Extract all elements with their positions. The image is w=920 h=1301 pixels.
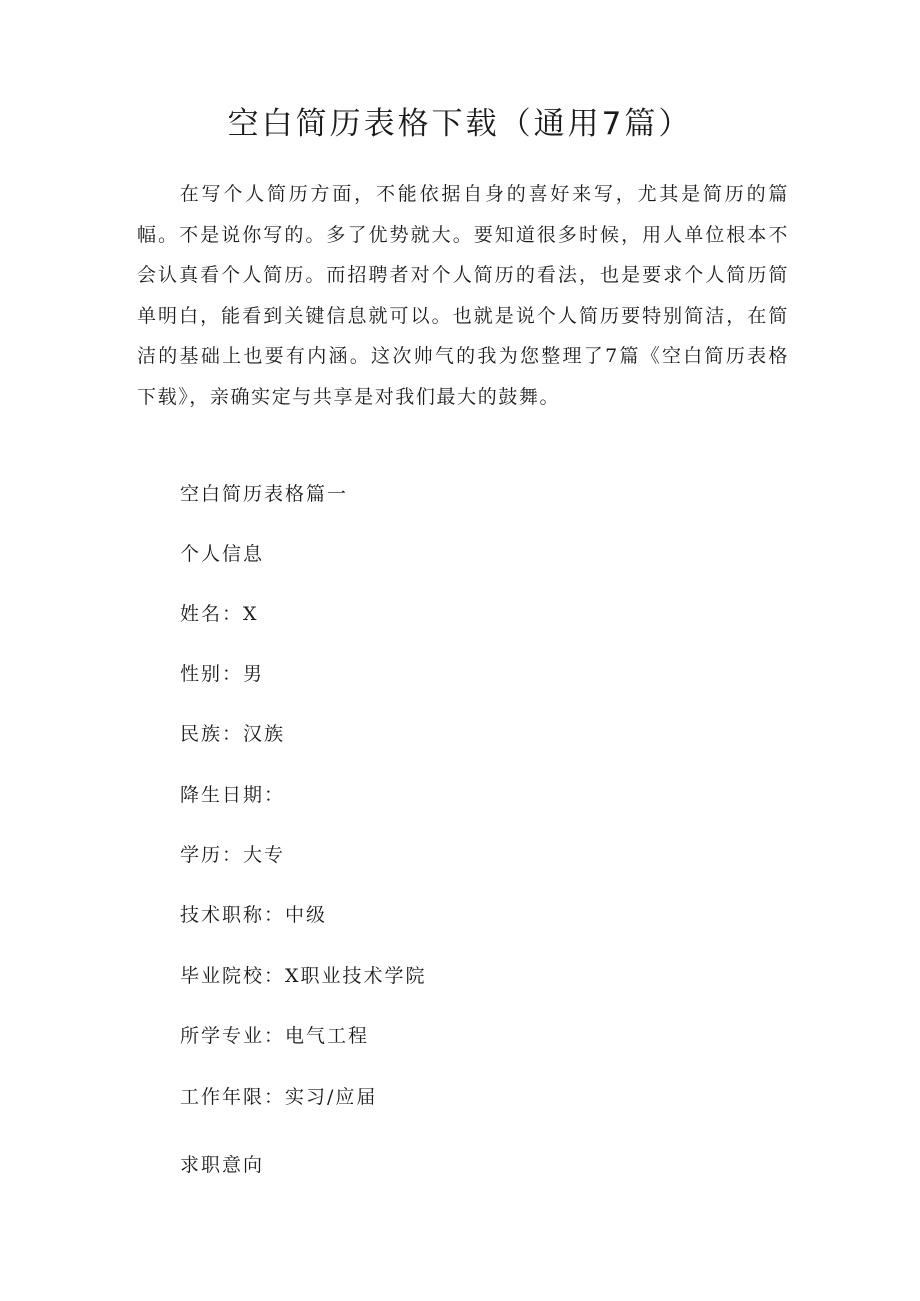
field-birth-date: 降生日期： [180,784,286,806]
field-gender: 性别：男 [180,663,265,685]
field-work-years: 工作年限：实习/应届 [180,1086,378,1108]
intro-paragraph: 在写个人简历方面，不能依据自身的喜好来写，尤其是简历的篇幅。不是说你写的。多了优势就大。要知道很多时候，用人单位根本不会认真看个人简历。而招聘者对个人简历的看法，也是要求个人简历简单明白，能看到关键信息就可以。也就是说个人简历要特别简洁，在简洁的基础上也要有内涵。这次帅气的我为您整理了7篇《空白简历表格下载》，亲确实定与共享是对我们最大的鼓舞。 [137,183,789,408]
field-ethnicity: 民族：汉族 [180,723,286,745]
job-intention-heading: 求职意向 [180,1154,265,1176]
section-heading: 空白简历表格篇一 [180,483,349,505]
field-school: 毕业院校：X职业技术学院 [180,965,427,987]
document-title: 空白简历表格下载（通用7篇） [227,106,693,142]
personal-info-heading: 个人信息 [180,543,265,565]
field-name: 姓名：X [180,603,259,625]
field-technical-title: 技术职称：中级 [180,904,328,926]
field-major: 所学专业：电气工程 [180,1025,370,1047]
field-education: 学历：大专 [180,844,286,866]
